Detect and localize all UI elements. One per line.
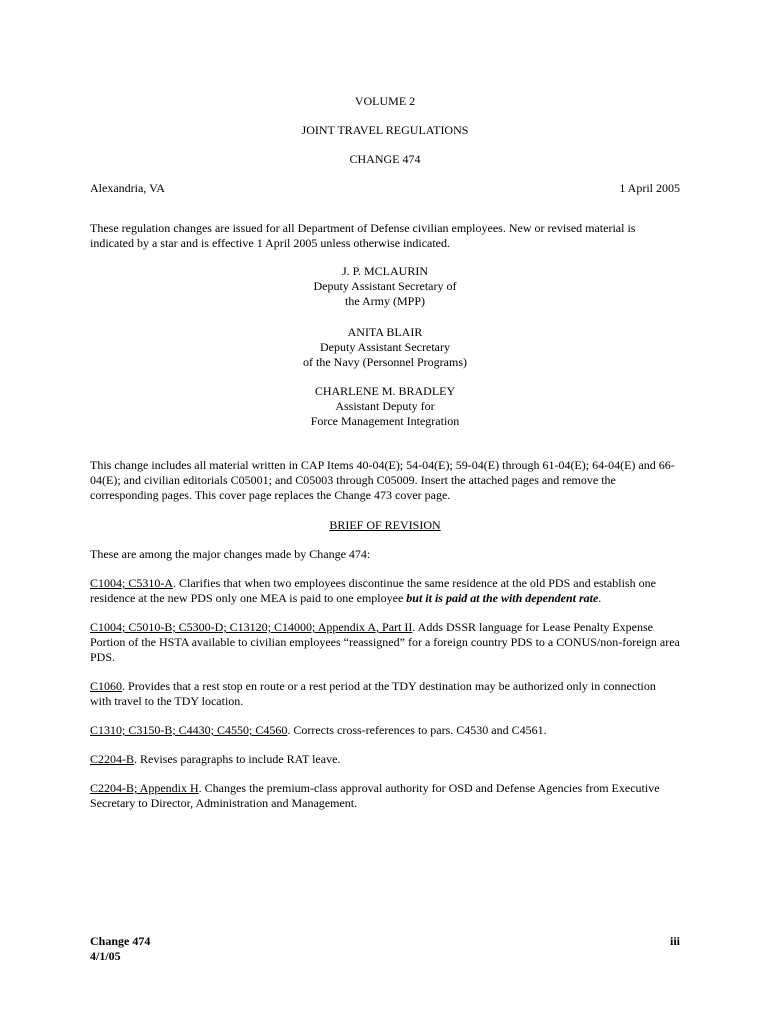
- signatory-name: J. P. MCLAURIN: [341, 264, 428, 278]
- location-date-row: [90, 181, 680, 196]
- signatory-title-line: Assistant Deputy for: [335, 399, 435, 413]
- revision-text: . Corrects cross-references to pars. C4530 and C4561.: [287, 723, 547, 737]
- document-body: [90, 94, 680, 811]
- page-footer: [90, 934, 680, 964]
- signatory-name: ANITA BLAIR: [347, 325, 423, 339]
- revision-tail: .: [598, 591, 602, 605]
- signatory-2: [90, 325, 680, 370]
- revision-reference-link[interactable]: C1004; C5010-B; C5300-D; C13120; C14000; Appendix A, Part II: [90, 620, 413, 634]
- signatory-title-line: of the Navy (Personnel Programs): [303, 355, 467, 369]
- footer-change: Change 474: [90, 934, 151, 948]
- issue-date: 1 April 2005: [619, 181, 680, 195]
- signatory-title-line: Force Management Integration: [310, 414, 460, 428]
- footer-date: 4/1/05: [90, 949, 121, 963]
- signatory-title-line: the Army (MPP): [344, 294, 425, 308]
- revision-text: . Revises paragraphs to include RAT leave.: [134, 752, 341, 766]
- brief-of-revision-heading: BRIEF OF REVISION: [329, 518, 441, 532]
- brief-lead: These are among the major changes made by Change 474:: [90, 547, 371, 561]
- revision-item: [90, 752, 680, 767]
- revision-text: . Changes the premium-class approval authority for OSD and Defense Agencies from Executive Secretary to Director, Administration and Management.: [90, 781, 660, 810]
- includes-paragraph: This change includes all material written in CAP Items 40-04(E); 54-04(E); 59-04(E) through 61-04(E); 64-04(E) and 66-04(E); and civilian editorials C05001; and C05003 through C05009. Insert the attached pages and remove the corresponding pages. This cover page replaces the Change 473 cover page.: [90, 458, 675, 502]
- revision-text: . Adds DSSR language for Lease Penalty Expense Portion of the HSTA available to civilian employees “reassigned” for a foreign country PDS to a CONUS/non-foreign area PDS.: [90, 620, 680, 664]
- page-number: iii: [669, 934, 680, 948]
- intro-paragraph: These regulation changes are issued for all Department of Defense civilian employees. New or revised material is indicated by a star and is effective 1 April 2005 unless otherwise indicated.: [90, 221, 636, 250]
- volume-heading: VOLUME 2: [354, 94, 416, 108]
- revision-item: [90, 781, 680, 811]
- signatory-1: [90, 264, 680, 309]
- revision-item: [90, 679, 680, 709]
- revision-text: . Provides that a rest stop en route or a rest period at the TDY destination may be authorized only in connection with travel to the TDY location.: [90, 679, 656, 708]
- revision-reference-link[interactable]: C2204-B: [90, 752, 135, 766]
- revision-text: . Clarifies that when two employees discontinue the same residence at the old PDS and establish one residence at the new PDS only one MEA is paid to one employee: [90, 576, 656, 605]
- revision-item: [90, 576, 680, 606]
- issue-location: Alexandria, VA: [90, 181, 165, 195]
- revision-reference-link[interactable]: C1004; C5310-A: [90, 576, 174, 590]
- regulations-title: JOINT TRAVEL REGULATIONS: [301, 123, 469, 137]
- signatory-name: CHARLENE M. BRADLEY: [314, 384, 456, 398]
- signatory-3: [90, 384, 680, 429]
- footer-left: [90, 934, 150, 964]
- signatory-title-line: Deputy Assistant Secretary of: [313, 279, 457, 293]
- signatory-title-line: Deputy Assistant Secretary: [320, 340, 450, 354]
- revision-emphasis: but it is paid at the with dependent rate: [406, 591, 599, 605]
- revision-reference-link[interactable]: C2204-B; Appendix H: [90, 781, 199, 795]
- change-number: CHANGE 474: [349, 152, 421, 166]
- revision-item: [90, 620, 680, 665]
- revision-reference-link[interactable]: C1060: [90, 679, 123, 693]
- revision-reference-link[interactable]: C1310; C3150-B; C4430; C4550; C4560: [90, 723, 288, 737]
- revision-item: [90, 723, 680, 738]
